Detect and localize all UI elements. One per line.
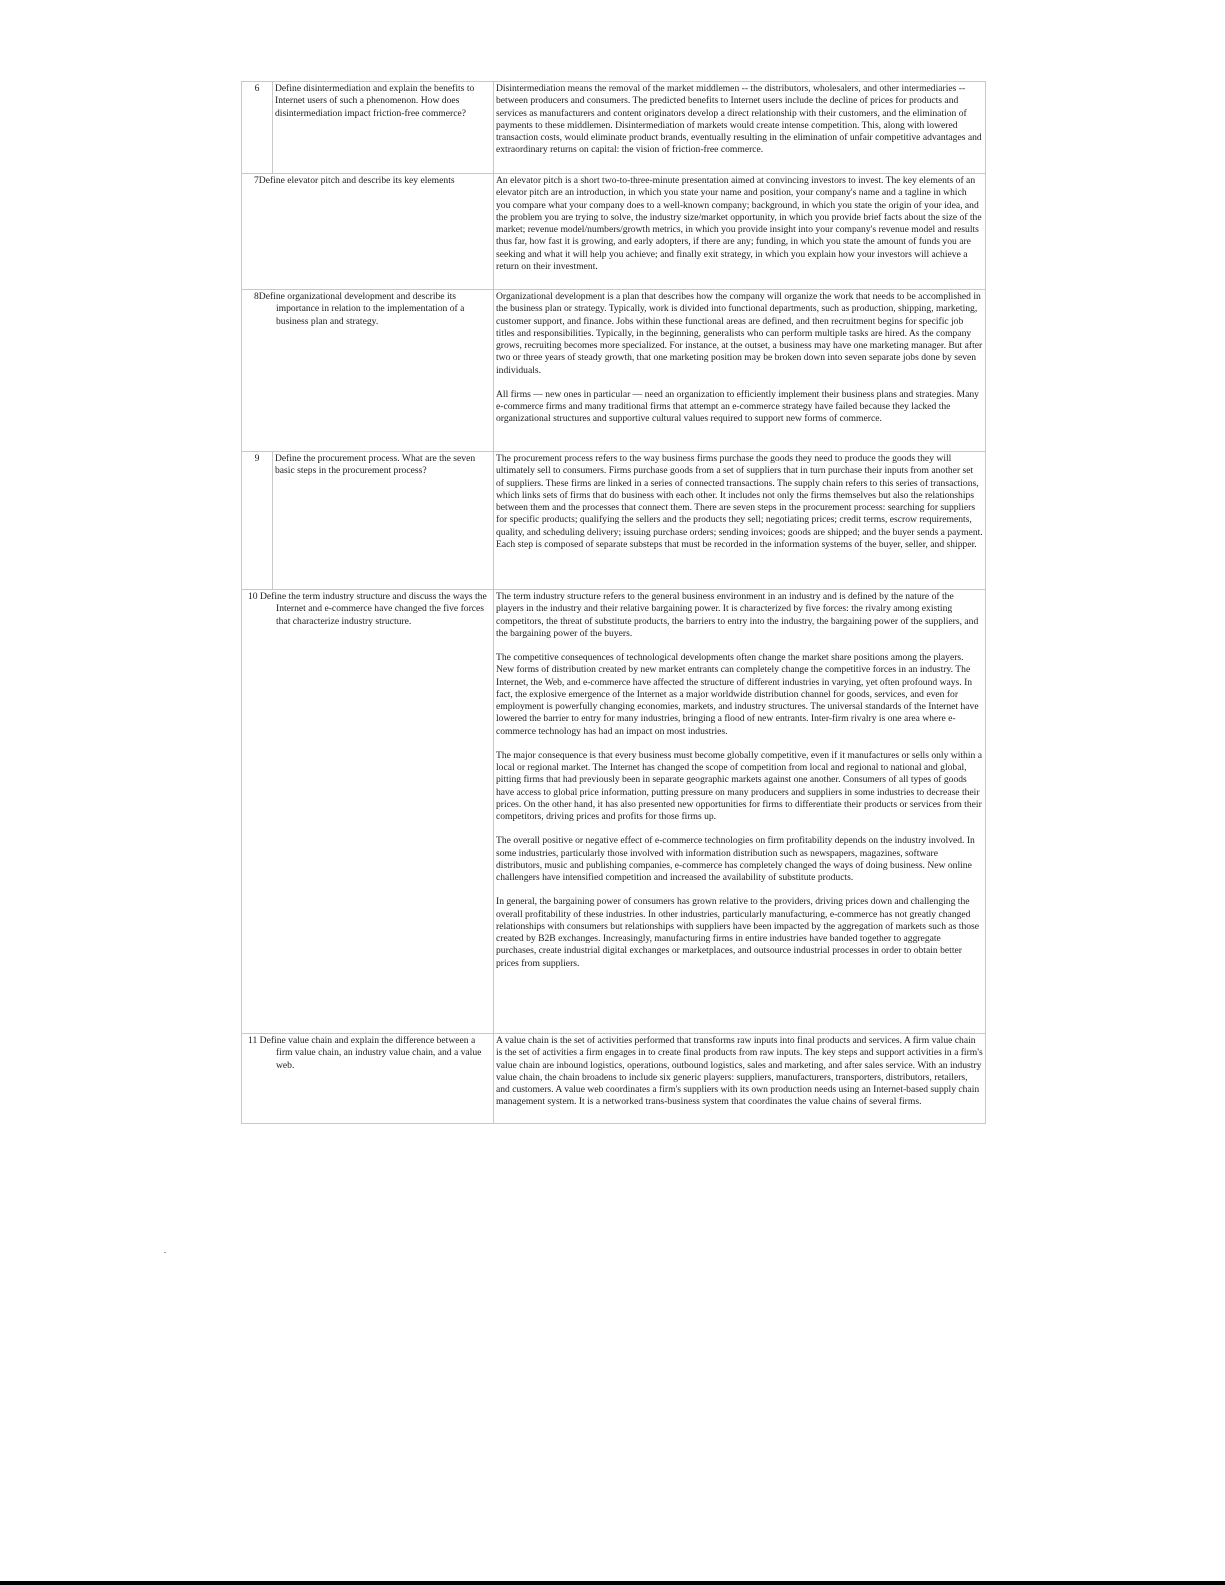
question-text: Define elevator pitch and describe its key elements (258, 175, 455, 186)
question-cell (242, 174, 494, 290)
question-number: 11 (248, 1035, 258, 1046)
question-number: 9 (242, 452, 273, 590)
answer-cell (494, 290, 986, 452)
answer-cell (494, 452, 986, 590)
answer-paragraph: All firms — new ones in particular — need an organization to efficiently implement their business plans and strategies. Many e-commerce firms and many traditional firms that attempt an e-commerce strategy have failed because they lacked the organizational structures and supportive cultural values required to support new forms of commerce. (496, 388, 979, 425)
answer-paragraph: Disintermediation means the removal of the market middlemen -- the distributors, wholesalers, and other intermediaries -- between producers and consumers. The predicted benefits to Internet users include the decline of prices for products and services as manufacturers and content originators develop a direct relationship with their customers, and the elimination of payments to these middlemen. Disintermediation of markets would create intense competition. This, along with lowered transaction costs, would eliminate product brands, eventually resulting in the elimination of unfair competitive advantages and extraordinary returns on capital: the vision of friction-free commerce. (496, 83, 982, 156)
question-line (248, 1035, 491, 1072)
table-row (242, 290, 986, 452)
answer-paragraph: The procurement process refers to the way business firms purchase the goods they need to produce the goods they will ultimately sell to consumers. Firms purchase goods from a set of suppliers that in turn purchase their inputs from another set of suppliers. These firms are linked in a series of connected transactions. The supply chain refers to this series of transactions, which links sets of firms that do business with each other. It includes not only the firms themselves but also the relationships between them and the processes that connect them. There are seven steps in the procurement process: searching for suppliers for specific products; qualifying the sellers and the products they sell; negotiating prices; credit terms, escrow requirements, quality, and scheduling delivery; issuing purchase orders; sending invoices; goods are shipped; and the buyer sends a payment. Each step is composed of separate substeps that must be recorded in the information systems of the buyer, seller, and shipper. (496, 453, 983, 550)
page-bottom-edge (0, 1581, 1225, 1585)
question-text: Define organizational development and describe its importance in relation to the implementation of a business plan and strategy. (258, 291, 465, 327)
question-cell (242, 590, 494, 1034)
question-cell (273, 452, 494, 590)
question-number: 8 (254, 291, 259, 302)
question-text: Define value chain and explain the difference between a firm value chain, an industry value chain, and a value web. (259, 1035, 482, 1071)
answer-paragraph: The major consequence is that every business must become globally competitive, even if it manufactures or sells only within a local or regional market. The Internet has changed the scope of competition from local and regional to national and global, pitting firms that had previously been in separate geographic markets against one another. Consumers of all types of goods have access to global price information, putting pressure on many producers and suppliers in some industries to decrease their prices. On the other hand, it has also presented new opportunities for firms to differentiate their products or services from their competitors, driving prices and profits for those firms up. (496, 749, 982, 822)
table-row (242, 174, 986, 290)
question-cell (242, 1034, 494, 1124)
answer-cell (494, 82, 986, 174)
question-number: 7 (254, 175, 259, 186)
question-text: Define the procurement process. What are the seven basic steps in the procurement process? (275, 453, 476, 477)
answer-paragraph: The competitive consequences of technological developments often change the market share positions among the players. New forms of distribution created by new market entrants can completely change the competitive forces in an industry. The Internet, the Web, and e-commerce have affected the structure of different industries in varying, yet often profound ways. In fact, the explosive emergence of the Internet as a major worldwide distribution channel for goods, services, and even for employment is powerfully changing economies, markets, and industry structures. The universal standards of the Internet have lowered the barrier to entry for many industries, bringing a flood of new entrants. Inter-firm rivalry is one area where e-commerce technology has had an impact on most industries. (496, 652, 979, 737)
answer-paragraph: The overall positive or negative effect of e-commerce technologies on firm profitability depends on the industry involved. In some industries, particularly those involved with information distribution such as newspapers, magazines, software distributors, music and publishing companies, e-commerce has completely changed the ways of doing business. New online challengers have intensified competition and increased the availability of substitute products. (496, 835, 975, 883)
answer-cell (494, 590, 986, 1034)
question-number: 6 (242, 82, 273, 174)
qa-table (241, 81, 986, 1124)
answer-paragraph: An elevator pitch is a short two-to-three-minute presentation aimed at convincing investors to invest. The key elements of an elevator pitch are an introduction, in which you state your name and position, your company's name and a tagline in which you compare what your company does to a well-known company; background, in which you state the origin of your idea, and the problem you are trying to solve, the industry size/market opportunity, in which you provide brief facts about the size of the market; revenue model/numbers/growth metrics, in which you provide insight into your company's revenue model and results thus far, how fast it is growing, and early adopters, if there are any; funding, in which you state the amount of funds you are seeking and what it will help you achieve; and finally exit strategy, in which you explain how your investors will achieve a return on their investment. (496, 175, 982, 272)
answer-paragraph: A value chain is the set of activities performed that transforms raw inputs into final products and services. A firm value chain is the set of activities a firm engages in to create final products from raw inputs. The key steps and support activities in a firm's value chain are inbound logistics, operations, outbound logistics, sales and marketing, and after sales service. With an industry value chain, the chain broadens to include six generic players: suppliers, manufacturers, transporters, distributors, retailers, and customers. A value web coordinates a firm's suppliers with its own production needs using an Internet-based supply chain management system. It is a networked trans-business system that coordinates the value chains of several firms. (496, 1035, 983, 1108)
table-row (242, 1034, 986, 1124)
question-cell (242, 290, 494, 452)
answer-paragraph: Organizational development is a plan that describes how the company will organize the work that needs to be accomplished in the business plan or strategy. Typically, work is divided into functional departments, such as production, shipping, marketing, customer support, and finance. Jobs within these functional areas are defined, and then recruitment begins for specific job titles and responsibilities. Typically, in the beginning, generalists who can perform multiple tasks are hired. As the company grows, recruiting becomes more specialized. For instance, at the outset, a business may have one marketing manager. But after two or three years of steady growth, that one marketing position may be broken down into seven separate jobs done by seven individuals. (496, 291, 983, 376)
answer-cell (494, 1034, 986, 1124)
question-number: 10 (248, 591, 258, 602)
question-cell (273, 82, 494, 174)
stray-mark (164, 1252, 166, 1253)
question-text: Define the term industry structure and discuss the ways the Internet and e-commerce have changed the five forces that characterize industry structure. (260, 591, 487, 627)
answer-paragraph: In general, the bargaining power of consumers has grown relative to the providers, driving prices down and challenging the overall profitability of these industries. In other industries, particularly manufacturing, e-commerce has not greatly changed relationships with consumers but relationships with suppliers have been impacted by the aggregation of markets such as those created by B2B exchanges. Increasingly, manufacturing firms in entire industries have banded together to aggregate purchases, create industrial digital exchanges or marketplaces, and outsource industrial processes in order to obtain better prices from suppliers. (496, 896, 980, 969)
question-line (254, 291, 491, 328)
question-text: Define disintermediation and explain the benefits to Internet users of such a phenomenon. How does disintermediation impact friction-free commerce? (275, 83, 475, 119)
table-row (242, 82, 986, 174)
question-line (254, 175, 491, 187)
question-line (248, 591, 491, 628)
table-row (242, 590, 986, 1034)
answer-paragraph: The term industry structure refers to the general business environment in an industry and is defined by the nature of the players in the industry and their relative bargaining power. It is characterized by five forces: the rivalry among existing competitors, the threat of substitute products, the barriers to entry into the industry, the bargaining power of the suppliers, and the bargaining power of the buyers. (496, 591, 979, 639)
answer-cell (494, 174, 986, 290)
table-row (242, 452, 986, 590)
